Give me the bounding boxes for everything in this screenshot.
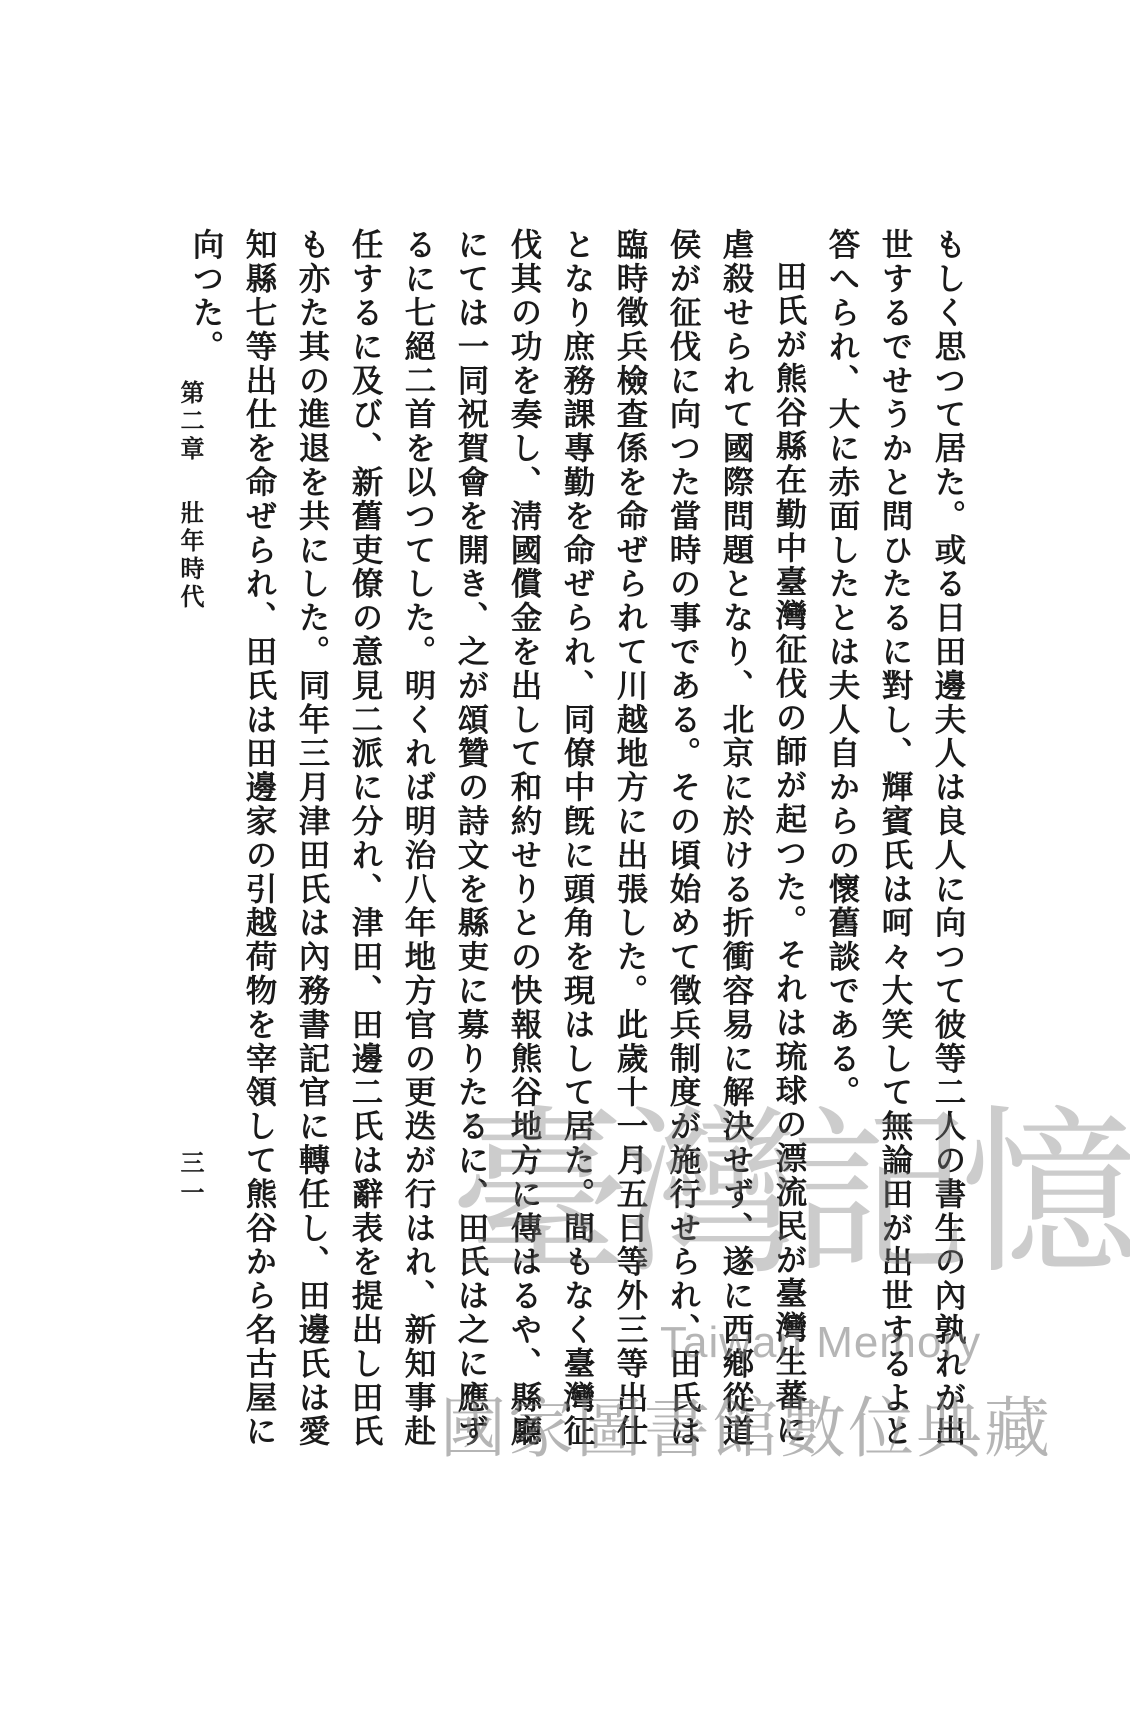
page-number: 三一: [176, 1150, 205, 1210]
watermark-logo: 臺灣記憶: [450, 1090, 1130, 1299]
watermark-english: Taiwan Memory: [660, 1318, 982, 1367]
chapter-title: 壯年時代: [176, 500, 205, 612]
paragraph-2: 田氏が熊谷縣在勤中臺灣征伐の師が起つた。それは琉球の漂流民が臺灣生蕃に虐殺せられて國際問題となり、北京に於ける折衝容易に解決せず、遂に西鄕從道侯が征伐に向つた當時の事である。その頃始めて徵兵制度が施行せられ、田氏は臨時徵兵檢查係を命ぜられて川越地方に出張した。此歲十一月五日等外三等出仕となり庶務課專勤を命ぜられ、同僚中旣に頭角を現はして居た。間もなく臺灣征伐其の功を奏し、淸國償金を出して和約せりとの快報熊谷地方に傳はるや、縣廳にては一同祝賀會を開き、之が頌贊の詩文を縣吏に募りたるに、田氏は之に應ずるに七絕二首を以つてした。明くれば明治八年地方官の更迭が行はれ、新知事赴任するに及び、新舊吏僚の意見二派に分れ、津田、田邊二氏は辭表を提出し田氏も亦た其の進退を共にした。同年三月津田氏は內務書記官に轉任し、田邊氏は愛知縣七等出仕を命ぜられ、田氏は田邊家の引越荷物を宰領して熊谷から名古屋に向つた。: [188, 228, 808, 1449]
watermark-chinese: 國家圖書館數位典藏: [440, 1390, 1052, 1467]
running-header: [174, 380, 208, 680]
chapter-number: 第二章: [176, 380, 205, 464]
paragraph-1: もしく思つて居た。或る日田邊夫人は良人に向つて彼等二人の書生の內孰れが出世するでせうかと問ひたるに對し、輝賓氏は呵々大笑して無論田が出世するよと答へられ、大に赤面したとは夫人自からの懷舊談である。: [824, 228, 967, 1449]
